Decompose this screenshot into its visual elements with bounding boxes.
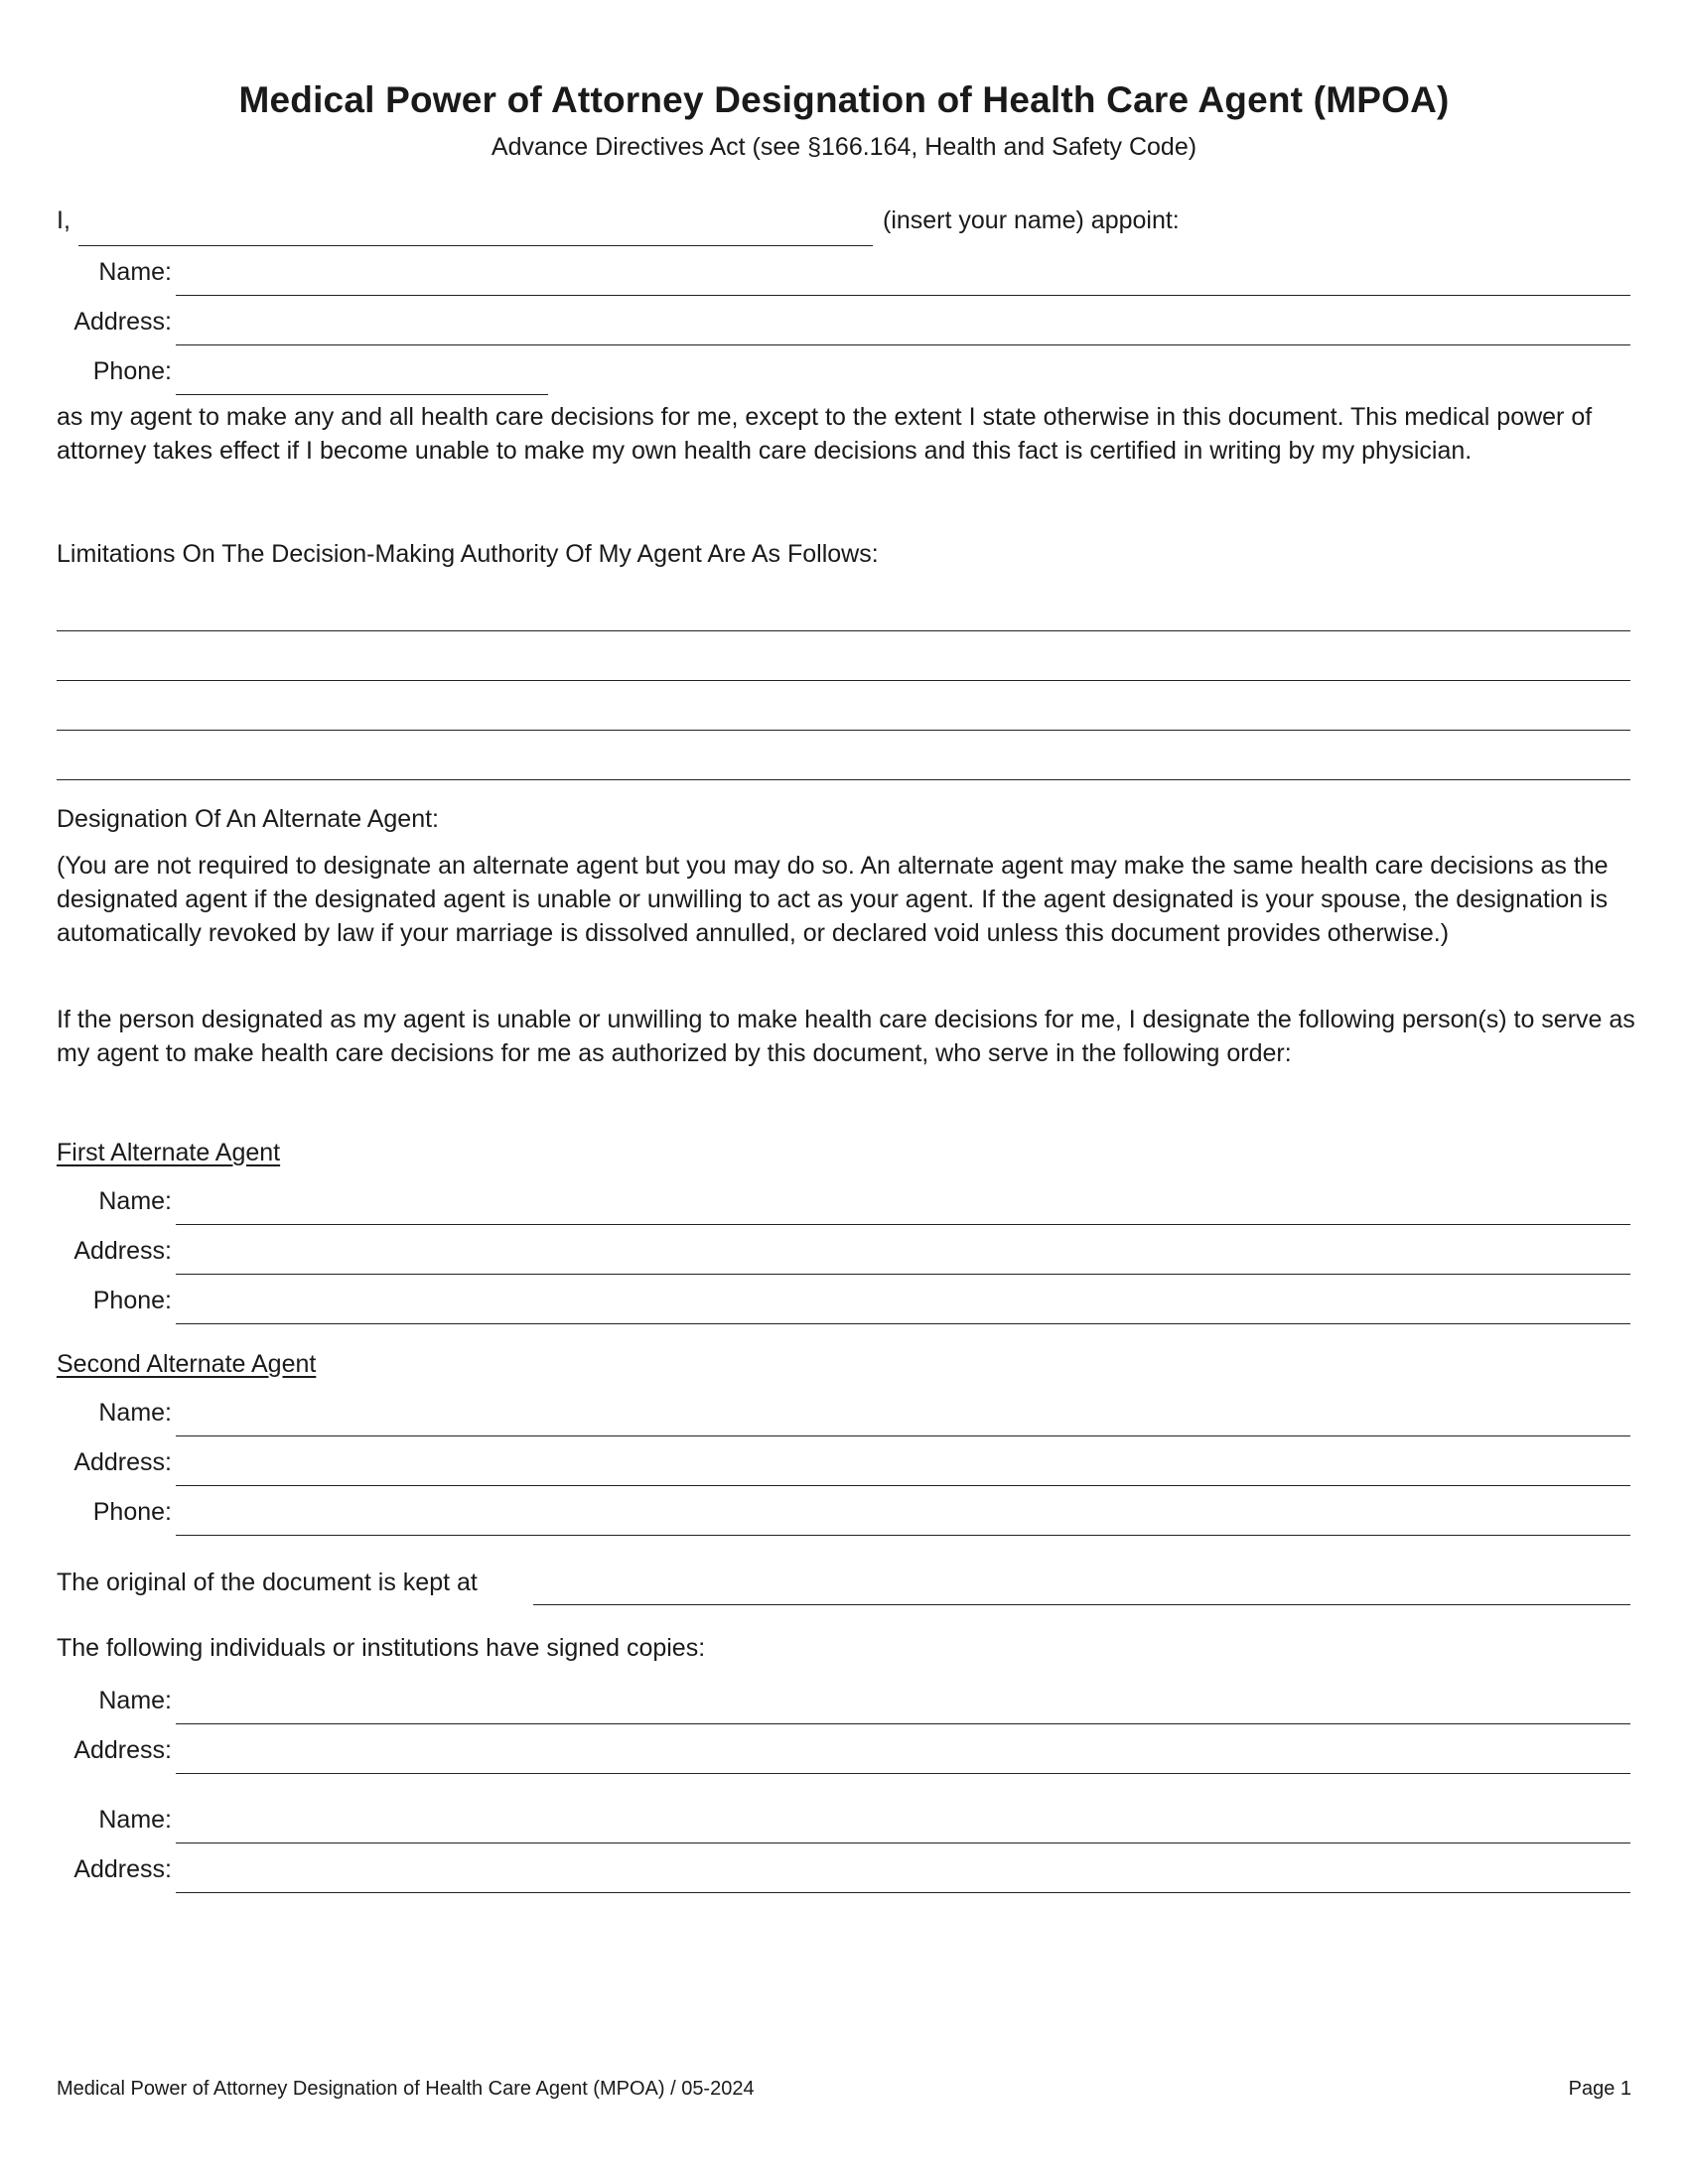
first-alt-address-label: Address: [73, 1237, 172, 1265]
copy1-name-field[interactable] [176, 1723, 1630, 1724]
first-alt-name-field[interactable] [176, 1224, 1630, 1225]
limitations-line-1[interactable] [57, 630, 1630, 631]
copy2-address-label: Address: [73, 1855, 172, 1883]
alternate-order-text: If the person designated as my agent is unable or unwilling to make health care decisions for me, I designate the following person(s) to serve as my agent to make health care decisions for me as authorized by this document, who serve in the following order: [57, 1006, 1635, 1067]
original-kept-text: The original of the document is kept at [57, 1569, 478, 1596]
limitations-line-2[interactable] [57, 680, 1630, 681]
document-title: Medical Power of Attorney Designation of Health Care Agent (MPOA) [238, 79, 1450, 120]
footer-form-id: Medical Power of Attorney Designation of Health Care Agent (MPOA) / 05-2024 [57, 2078, 755, 2100]
first-alt-address-field[interactable] [176, 1274, 1630, 1275]
first-alt-phone-label: Phone: [92, 1287, 172, 1314]
agent-name-field[interactable] [176, 295, 1630, 296]
second-alt-address-field[interactable] [176, 1485, 1630, 1486]
first-alternate-heading: First Alternate Agent [57, 1139, 281, 1166]
footer-page-number: Page 1 [1568, 2078, 1631, 2100]
original-location-field[interactable] [533, 1604, 1630, 1605]
agent-address-label: Address: [73, 308, 172, 336]
principal-suffix: (insert your name) appoint: [883, 206, 1180, 234]
copy1-address-field[interactable] [176, 1773, 1630, 1774]
copy2-address-field[interactable] [176, 1892, 1630, 1893]
principal-prefix: I, [57, 206, 70, 234]
limitations-heading: Limitations On The Decision-Making Authority Of My Agent Are As Follows: [57, 540, 879, 568]
copies-heading: The following individuals or institutions have signed copies: [57, 1634, 706, 1662]
alternate-heading: Designation Of An Alternate Agent: [57, 805, 439, 833]
agent-phone-field[interactable] [176, 394, 548, 395]
second-alt-name-field[interactable] [176, 1435, 1630, 1436]
agent-paragraph: as my agent to make any and all health care decisions for me, except to the extent I state otherwise in this document. This medical power of attorney takes effect if I become unable to make my own health care decisions and this fact is certified in writing by my physician. [57, 403, 1593, 465]
first-alt-name-label: Name: [98, 1187, 172, 1215]
second-alt-phone-field[interactable] [176, 1535, 1630, 1536]
agent-name-label: Name: [98, 258, 172, 286]
copy1-name-label: Name: [98, 1687, 172, 1714]
document-subtitle: Advance Directives Act (see §166.164, Health and Safety Code) [491, 133, 1197, 161]
second-alternate-heading: Second Alternate Agent [57, 1350, 317, 1378]
second-alt-name-label: Name: [98, 1399, 172, 1427]
agent-address-field[interactable] [176, 344, 1630, 345]
principal-name-field[interactable] [78, 245, 873, 246]
second-alt-address-label: Address: [73, 1448, 172, 1476]
alternate-note: (You are not required to designate an alternate agent but you may do so. An alternate agent may make the same health care decisions as the designated agent if the designated agent is unable or unwilling to act as your agent. If the agent designated is your spouse, the designation is automatically revoked by law if your marriage is dissolved annulled, or declared void unless this document provides otherwise.) [57, 852, 1609, 947]
second-alt-phone-label: Phone: [92, 1498, 172, 1526]
copy1-address-label: Address: [73, 1736, 172, 1764]
first-alt-phone-field[interactable] [176, 1323, 1630, 1324]
agent-phone-label: Phone: [92, 357, 172, 385]
copy2-name-label: Name: [98, 1806, 172, 1834]
limitations-line-3[interactable] [57, 730, 1630, 731]
limitations-line-4[interactable] [57, 779, 1630, 780]
